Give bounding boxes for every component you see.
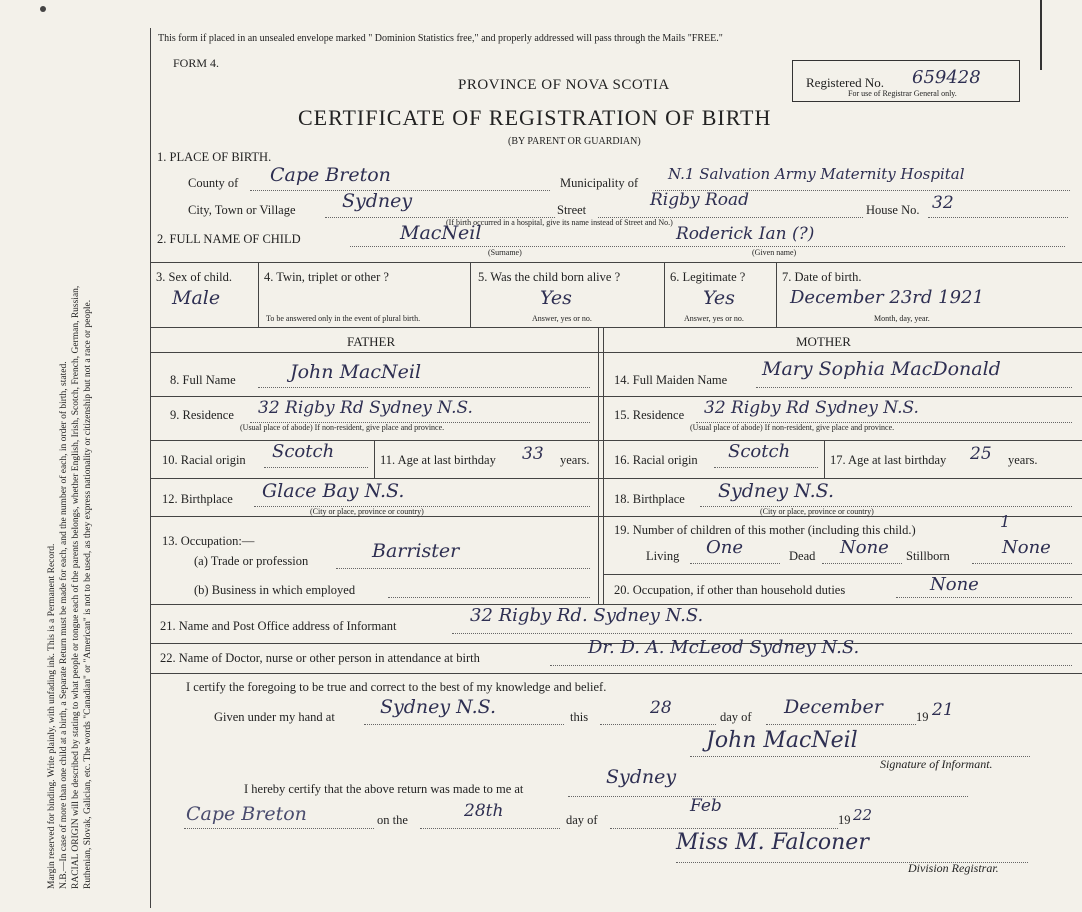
sex-label: 3. Sex of child. [156,270,233,284]
alive-label: 5. Was the child born alive ? [478,270,621,284]
margin-instructions [46,69,94,889]
business-label: (b) Business in which employed [194,583,356,597]
attendant-label: 22. Name of Doctor, nurse or other person in attendance at birth [160,651,480,665]
registered-label: Registered No. [806,75,884,90]
city-label: City, Town or Village [188,203,296,217]
father-age-value: 33 [522,444,544,464]
father-name-value: John MacNeil [290,361,422,383]
mother-birthplace-value: Sydney N.S. [718,480,834,502]
registrar-statement: I hereby certify that the above return was made to me at [244,782,524,796]
given-under-label: Given under my hand at [214,710,335,724]
margin-line-1: Margin reserved for binding. Write plainly, with unfading ink. This is a Permanent Record. [47,543,57,889]
child-surname: MacNeil [400,222,482,244]
legitimate-note: Answer, yes or no. [684,314,744,323]
living-label: Living [646,549,680,563]
street-value: Rigby Road [650,190,750,210]
place-section-label: 1. PLACE OF BIRTH. [157,150,272,164]
legitimate-value: Yes [703,287,735,309]
cert-year: 21 [932,700,954,720]
subtitle: (BY PARENT OR GUARDIAN) [508,136,641,147]
mother-age-label: 17. Age at last birthday [830,453,947,467]
children-label: 19. Number of children of this mother (including this child.) [614,523,916,537]
living-value: One [706,537,744,558]
father-birthplace-label: 12. Birthplace [162,492,233,506]
informant-label: 21. Name and Post Office address of Informant [160,619,397,633]
margin-line-4: Ruthenian, Slovak, Galician, etc. The words "Canadian" or "American" is not to be used, as they express nationality or citizenship but not a race or people. [83,299,93,889]
trade-label: (a) Trade or profession [194,554,309,568]
registrar-note: For use of Registrar General only. [848,89,957,98]
registrar-place: Sydney [606,766,677,788]
father-birthplace-note: (City or place, province or country) [310,507,424,516]
dead-label: Dead [789,549,816,563]
municipality-label: Municipality of [560,176,639,190]
legitimate-label: 6. Legitimate ? [670,270,746,284]
cert-month: December [784,696,883,718]
child-given-name: Roderick Ian (?) [676,224,815,244]
trade-value: Barrister [372,540,460,562]
father-residence-label: 9. Residence [170,408,234,422]
attendant-value: Dr. D. A. McLeod Sydney N.S. [588,637,860,658]
given-place: Sydney N.S. [380,696,496,718]
province-heading: PROVINCE OF NOVA SCOTIA [458,77,670,93]
mother-occupation-label: 20. Occupation, if other than household duties [614,583,846,597]
county-label: County of [188,176,239,190]
mother-racial-value: Scotch [728,441,791,462]
registrar-day: 28th [464,801,504,821]
house-label: House No. [866,203,920,217]
mother-residence-label: 15. Residence [614,408,685,422]
street-label: Street [557,203,587,217]
father-racial-value: Scotch [272,441,335,462]
city-value: Sydney [342,190,413,212]
date-value: December 23rd 1921 [790,287,984,308]
alive-value: Yes [540,287,572,309]
sex-value: Male [172,287,221,309]
father-birthplace-value: Glace Bay N.S. [262,480,405,502]
twin-label: 4. Twin, triplet or other ? [264,270,389,284]
hospital-note: (If birth occurred in a hospital, give its name instead of Street and No.) [446,218,673,227]
father-name-label: 8. Full Name [170,373,236,387]
twin-note: To be answered only in the event of plural birth. [266,314,421,323]
stillborn-label: Stillborn [906,549,950,563]
alive-note: Answer, yes or no. [532,314,592,323]
mother-residence-note: (Usual place of abode) If non-resident, give place and province. [690,423,895,432]
given-name-label: (Given name) [752,248,797,257]
child-name-label: 2. FULL NAME OF CHILD [157,232,301,246]
day-of-label: day of [720,710,752,724]
mail-notice: This form if placed in an unsealed envelope marked " Dominion Statistics free," and properly addressed will pass through the Mails "FREE." [158,33,723,44]
date-label: 7. Date of birth. [782,270,862,284]
registered-number: 659428 [912,67,981,88]
county-value: Cape Breton [270,164,391,186]
registrar-year: 22 [853,806,873,824]
mother-age-value: 25 [970,444,992,464]
father-heading: FATHER [347,334,396,349]
mother-birthplace-label: 18. Birthplace [614,492,685,506]
certify-statement: I certify the foregoing to be true and correct to the best of my knowledge and belief. [186,680,607,694]
father-residence-value: 32 Rigby Rd Sydney N.S. [258,398,473,418]
municipality-value: N.1 Salvation Army Maternity Hospital [668,165,965,183]
cert-day: 28 [650,698,672,718]
form-number: FORM 4. [173,56,220,70]
informant-value: 32 Rigby Rd. Sydney N.S. [470,605,704,626]
children-value: 1 [1000,512,1011,531]
mother-occupation-value: None [930,574,979,595]
father-residence-note: (Usual place of abode) If non-resident, give place and province. [240,423,445,432]
edge-mark [1040,0,1042,70]
stillborn-value: None [1002,537,1051,558]
informant-signature: John MacNeil [706,728,858,753]
cert-year-prefix: 19 [916,710,929,724]
registrar-month: Feb [690,796,722,816]
occupation-label: 13. Occupation:— [162,534,255,548]
this-label: this [570,710,589,724]
margin-line-2: N.B.—In case of more than one child at a birth, a Separate Return must be made for each, and the number of each, in order of birth, stated. [59,361,69,889]
mother-racial-label: 16. Racial origin [614,453,698,467]
punch-mark [40,6,46,12]
father-racial-label: 10. Racial origin [162,453,246,467]
mother-heading: MOTHER [796,334,851,349]
mother-name-value: Mary Sophia MacDonald [762,358,1001,380]
informant-signature-label: Signature of Informant. [880,757,993,771]
registrar-day-of: day of [566,813,598,827]
registrar-county: Cape Breton [186,803,307,825]
registrar-year-prefix: 19 [838,813,851,827]
date-note: Month, day, year. [874,314,930,323]
on-the-label: on the [377,813,408,827]
registrar-signature: Miss M. Falconer [676,830,869,855]
margin-line-3: RACIAL ORIGIN will be described by stating to what people or tongue each of the parents belongs, whether English, Irish, Scotch, French, German, Russian, [71,285,81,889]
registrar-signature-label: Division Registrar. [908,861,999,875]
house-value: 32 [932,193,954,213]
mother-birthplace-note: (City or place, province or country) [760,507,874,516]
binding-line [150,28,151,908]
surname-label: (Surname) [488,248,522,257]
father-years: years. [560,453,590,467]
mother-name-label: 14. Full Maiden Name [614,373,728,387]
mother-residence-value: 32 Rigby Rd Sydney N.S. [704,398,919,418]
page-title: CERTIFICATE OF REGISTRATION OF BIRTH [298,105,772,130]
father-age-label: 11. Age at last birthday [380,453,496,467]
mother-years: years. [1008,453,1038,467]
dead-value: None [840,537,889,558]
